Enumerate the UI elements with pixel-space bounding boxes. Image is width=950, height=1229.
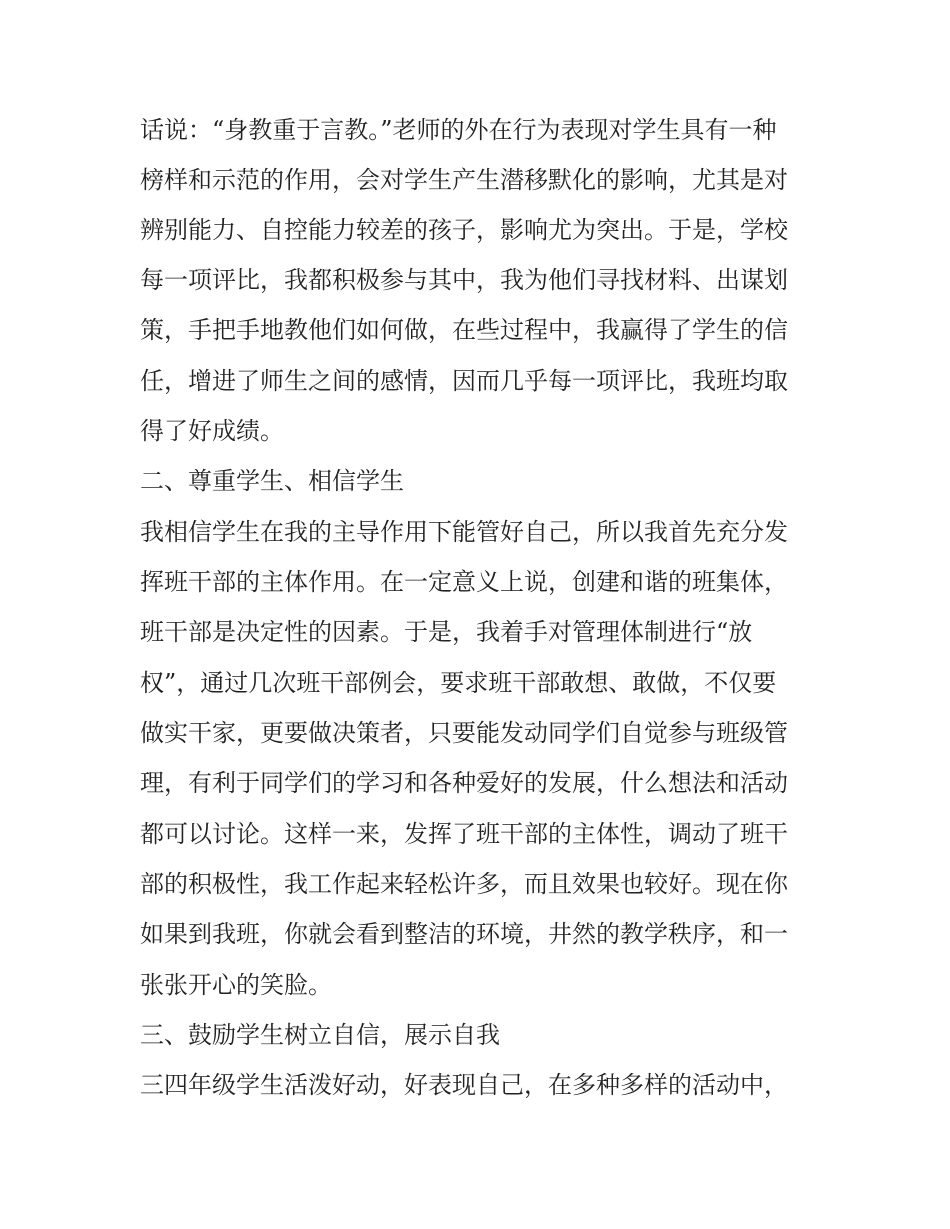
section-heading: 三、鼓励学生树立自信，展示自我 <box>140 1021 500 1049</box>
text-line: 班干部是决定性的因素。于是，我着手对管理体制进行“放 <box>140 618 753 646</box>
text-line: 部的积极性，我工作起来轻松许多，而且效果也较好。现在你 <box>140 870 788 898</box>
text-line: 做实干家，更要做决策者，只要能发动同学们自觉参与班级管 <box>140 719 788 747</box>
text-line: 权”，通过几次班干部例会，要求班干部敢想、敢做，不仅要 <box>140 669 777 697</box>
text-line: 我相信学生在我的主导作用下能管好自己，所以我首先充分发 <box>140 518 788 546</box>
text-line: 理，有利于同学们的学习和各种爱好的发展，什么想法和活动 <box>140 769 788 797</box>
text-line: 挥班干部的主体作用。在一定意义上说，创建和谐的班集体， <box>140 568 788 596</box>
text-line: 得了好成绩。 <box>140 417 284 445</box>
text-line: 张张开心的笑脸。 <box>140 971 332 999</box>
text-line: 每一项评比，我都积极参与其中，我为他们寻找材料、出谋划 <box>140 266 788 294</box>
section-heading: 二、尊重学生、相信学生 <box>140 467 404 495</box>
text-line: 都可以讨论。这样一来，发挥了班干部的主体性，调动了班干 <box>140 820 788 848</box>
text-line: 如果到我班，你就会看到整洁的环境，井然的教学秩序，和一 <box>140 920 788 948</box>
text-line: 任，增进了师生之间的感情，因而几乎每一项评比，我班均取 <box>140 367 788 395</box>
text-line: 策，手把手地教他们如何做，在些过程中，我赢得了学生的信 <box>140 316 788 344</box>
text-line: 辨别能力、自控能力较差的孩子，影响尤为突出。于是，学校 <box>140 216 788 244</box>
text-line: 话说：“身教重于言教。”老师的外在行为表现对学生具有一种 <box>140 116 777 144</box>
text-line: 三四年级学生活泼好动，好表现自己，在多种多样的活动中， <box>140 1071 788 1099</box>
text-line: 榜样和示范的作用，会对学生产生潜移默化的影响，尤其是对 <box>140 166 788 194</box>
